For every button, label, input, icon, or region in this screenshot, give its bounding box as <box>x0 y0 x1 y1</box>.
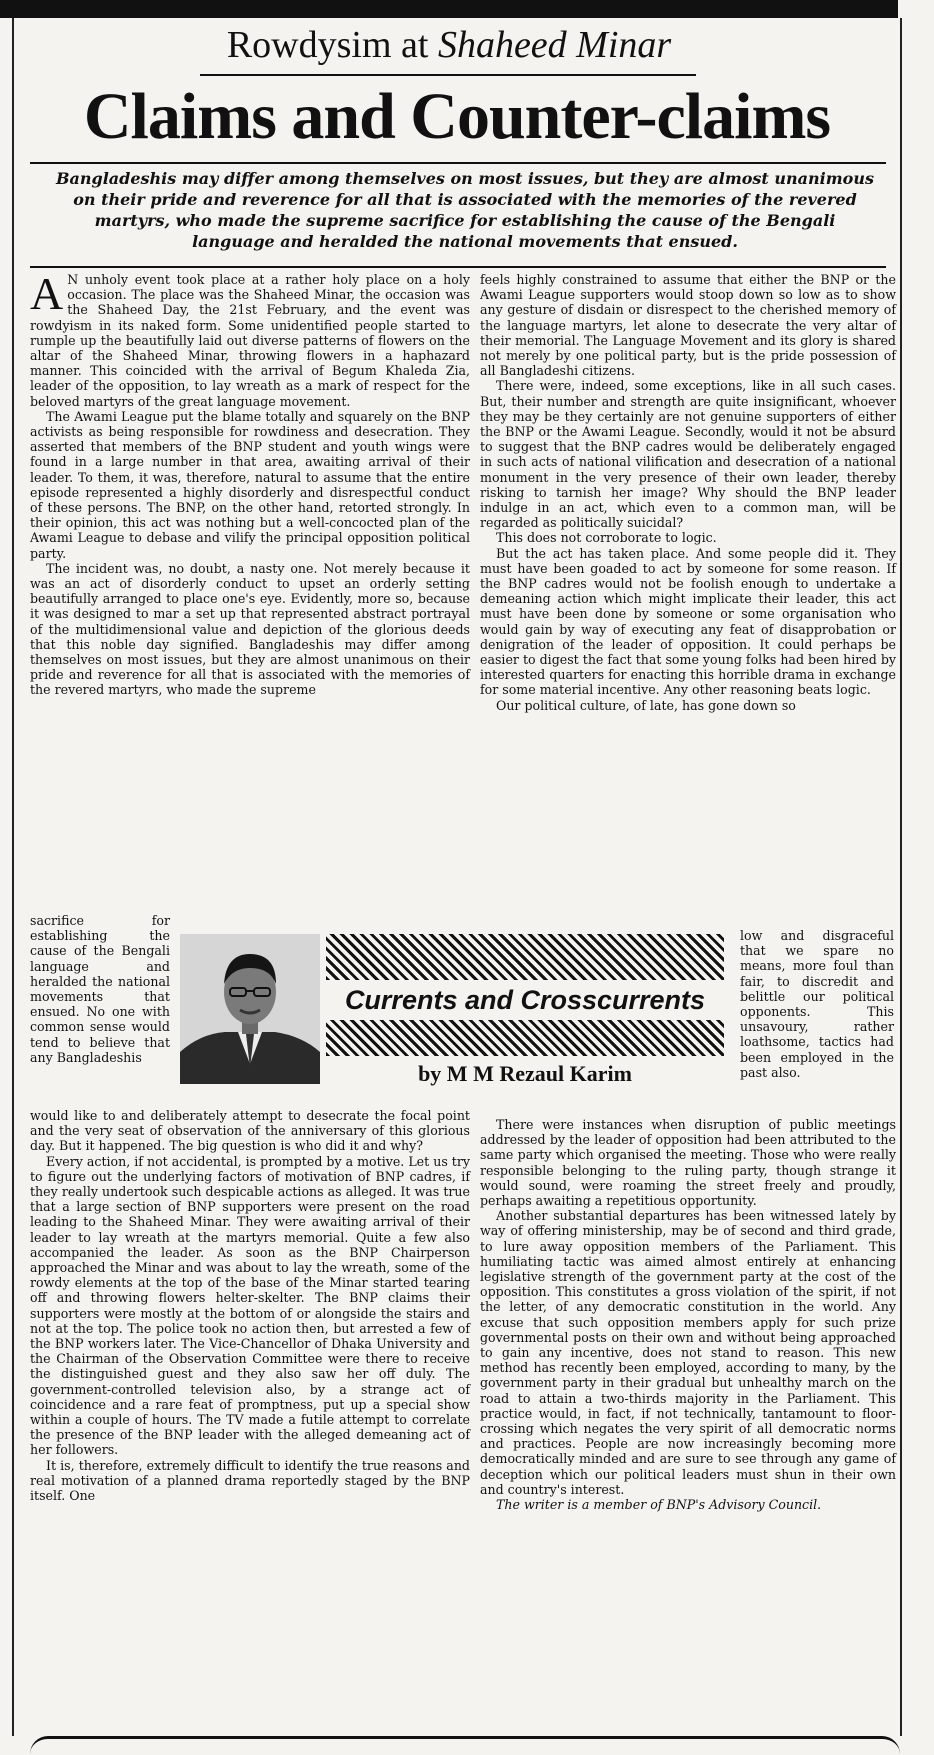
bottom-border-curve <box>30 1736 900 1755</box>
right-column-top <box>480 272 896 713</box>
deck-bottom-rule <box>30 266 886 268</box>
paragraph: This does not corroborate to logic. <box>496 530 717 546</box>
top-border-bar <box>0 0 898 18</box>
left-column-top <box>30 268 470 698</box>
author-photo <box>180 934 320 1084</box>
paragraph: The Awami League put the blame totally and squarely on the BNP activists as being responsible for rowdiness and desecration. They asserted that members of the BNP student and youth wings were found in a large number in that area, awaiting arrival of their leader. To them, it was, therefore, natural to assume that the entire episode represented a highly disorderly and disrespectful conduct of these persons. The BNP, on the other hand, retorted strongly. In their opinion, this act was nothing but a well-concocted plan of the Awami League to debase and vilify the principal opposition political party. <box>30 408 470 561</box>
left-column-narrow <box>30 913 170 1065</box>
author-byline: by M M Rezaul Karim <box>418 1061 632 1086</box>
hatch-pattern-top <box>326 934 724 980</box>
paragraph: It is, therefore, extremely difficult to identify the true reasons and real motivation of a planned drama reportedly staged by the BNP itself. One <box>30 1457 470 1504</box>
paragraph-lead <box>30 268 470 409</box>
paragraph: low and disgraceful that we spare no means, more foul than fair, to discredit and belittle our political opponents. This unsavoury, rather loathsome, tactics had been employed in the past also. <box>740 928 894 1080</box>
paragraph: sacrifice for establishing the cause of the Bengali language and heralded the national movements that ensued. No one with common sense would tend to believe that any Bangladeshis <box>30 913 170 1065</box>
paragraph: But the act has taken place. And some people did it. They must have been goaded to act by someone for some reason. If the BNP cadres would not be foolish enough to undertake a demeaning action which might implicate their leader, this act must have been done by someone or some organisation who would gain by way of executing any feat of disapprobation or denigration of the leader of opposition. It could perhaps be easier to digest the fact that some young folks had been hired by interested quarters for enacting this horrible drama in exchange for some material incentive. Any other reasoning beats logic. <box>480 545 896 698</box>
writer-note: The writer is a member of BNP's Advisory Council. <box>496 1497 822 1513</box>
kicker-italic: Shaheed Minar <box>437 24 672 66</box>
headline: Claims and Counter-claims <box>83 80 831 153</box>
deck-summary: Bangladeshis may differ among themselves on most issues, but they are almost unanimous on their pride and reverence for all that is associated with the memories of the revered martyrs, who made the supreme sacrifice for establishing the cause of the Bengali language and heralded the national movements that ensued. <box>56 169 874 251</box>
paragraph: The incident was, no doubt, a nasty one. Not merely because it was an act of disorderly conduct to upset an orderly setting beautifully arranged to place one's eye. Evidently, more so, because it was designed to mar a set up that represented abstract portrayal of the multidimensional value and depiction of the glorious deeds that this noble day signified. Bangladeshis may differ among themselves on most issues, but they are almost unanimous on their pride and reverence for all that is associated with the memories of the revered martyrs, who made the supreme <box>30 560 470 698</box>
column-title: Currents and Crosscurrents <box>344 985 706 1015</box>
column-byline-box <box>180 934 726 1094</box>
drop-cap: A <box>30 268 64 319</box>
kicker-prefix: Rowdysim at <box>226 24 438 66</box>
author-portrait-image <box>180 934 320 1084</box>
paragraph: There were instances when disruption of public meetings addressed by the leader of opposition had been attributed to the same party which organised the meeting. Those who were really responsible belonging to the ruling party, though strange it would sound, were roaming the street freely and proudly, perhaps awaiting a repetitious opportunity. <box>480 1117 896 1209</box>
paragraph: Another substantial departures has been witnessed lately by way of offering ministership, may be of second and third grade, to lure away opposition members of the Parliament. This humiliating tactic was aimed almost entirely at enhancing legislative strength of the government party at the cost of the opposition. This constitutes a gross violation of the spirit, if not the letter, of any democratic constitution in the world. Any excuse that such opposition members apply for such prize governmental posts on their own and without being approached to gain any incentive, does not stand to reason. This new method has recently been employed, according to many, by the government party in their gradual but unhealthy march on the road to attain a two-thirds majority in the Parliament. This practice would, in fact, if not technically, tantamount to floor-crossing which negates the very spirit of all democratic norms and practices. People are now increasingly becoming more democratically minded and are sure to see through any game of deception which our political leaders must shun in their own and country's interest. <box>480 1208 896 1497</box>
left-column-bottom <box>30 1108 470 1503</box>
paragraph: feels highly constrained to assume that either the BNP or the Awami League supporters would stoop down so low as to show any gesture of disdain or disrespect to the cherished memory of the language martyrs, let alone to desecrate the very altar of their memorial. The Language Movement and its glory is shared not merely by one political party, but is the pride possession of all Bangladeshi citizens. <box>480 272 896 379</box>
paragraph-lead-text: N unholy event took place at a rather holy place on a holy occasion. The place was the Shaheed Minar, the occasion was the Shaheed Day, the 21st February, and the event was rowdyism in its naked form. Some unidentified people started to rumple up the beautifully laid out diverse patterns of flowers on the altar of the Shaheed Minar, throwing flowers in a haphazard manner. This coincided with the arrival of Begum Khaleda Zia, leader of the opposition, to lay wreath as a mark of respect for the beloved martyrs of the great language movement. <box>30 272 470 409</box>
paragraph: There were, indeed, some exceptions, like in all such cases. But, their number and strength are quite insignificant, whoever they may be they certainly are not genuine supporters of either the BNP or the Awami League. Secondly, would it not be absurd to suggest that the BNP cadres would be deliberately engaged in such acts of national vilification and desecration of a national monument in the very presence of their own leader, thereby risking to tarnish her image? Why should the BNP leader indulge in an act, which even to a common man, will be regarded as politically suicidal? <box>480 378 896 531</box>
right-column-narrow <box>740 928 894 1080</box>
hatch-pattern-bottom <box>326 1020 724 1056</box>
paragraph: Every action, if not accidental, is prompted by a motive. Let us try to figure out the underlying factors of motivation of BNP cadres, if they really undertook such despicable actions as alleged. It was true that a large section of BNP supporters were present on the road leading to the Shaheed Minar. They were awaiting arrival of their leader to lay wreath at the martyrs memorial. Quite a few also accompanied the leader. As soon as the BNP Chairperson approached the Minar and was about to lay the wreath, some of the rowdy elements at the top of the base of the Minar started tearing off and throwing flowers helter-skelter. The BNP claims their supporters were mostly at the bottom of or alongside the stairs and not at the top. The police took no action then, but arrested a few of the BNP workers later. The Vice-Chancellor of Dhaka University and the Chairman of the Observation Committee were there to receive the distinguished guest and they also saw her off duly. The government-controlled television also, by a strange act of coincidence and a rare feat of promptness, put up a special show within a couple of hours. The TV made a futile attempt to correlate the presence of the BNP leader with the alleged demeaning act of her followers. <box>30 1153 470 1458</box>
paragraph: would like to and deliberately attempt to desecrate the focal point and the very seat of observation of the anniversary of this glorious day. But it happened. The big question is who did it and why? <box>30 1108 470 1154</box>
right-column-bottom <box>480 1117 896 1512</box>
deck-top-rule <box>30 162 886 164</box>
kicker-line <box>16 22 882 68</box>
paragraph: Our political culture, of late, has gone down so <box>496 697 796 713</box>
